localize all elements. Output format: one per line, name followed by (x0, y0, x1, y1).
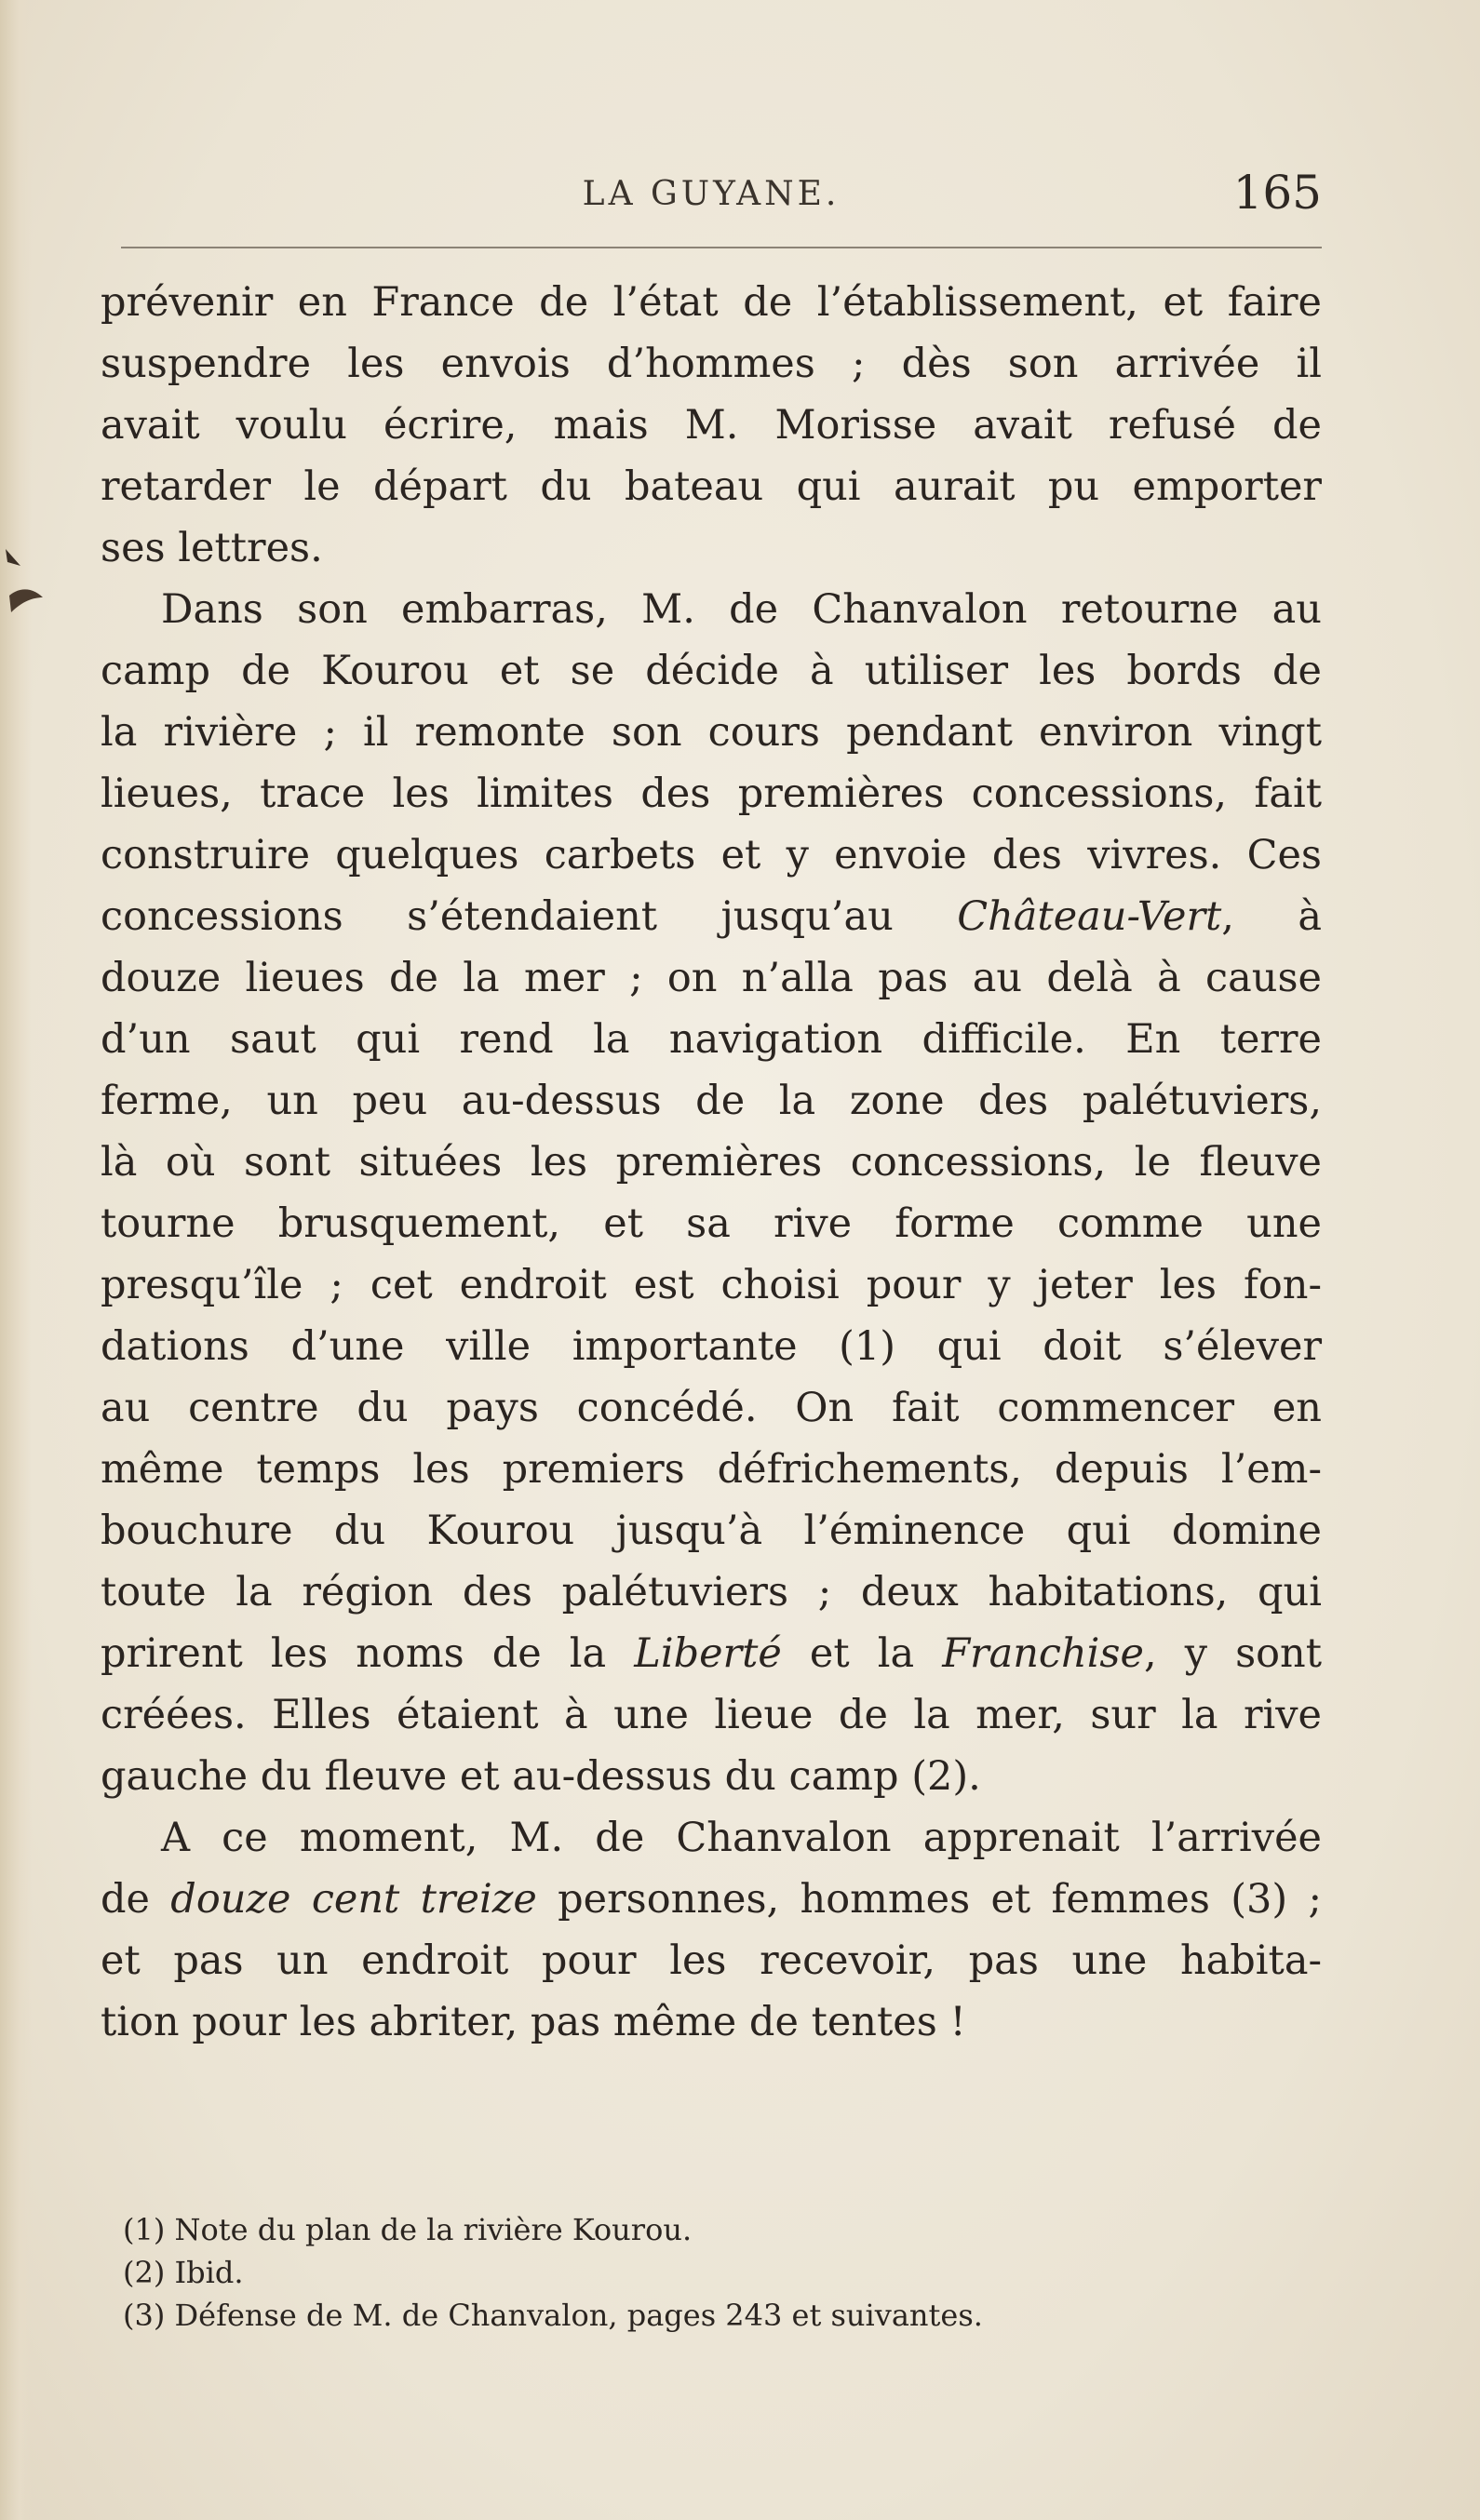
text-line (101, 1684, 1322, 1746)
text-line (101, 640, 1322, 702)
italic-text: Liberté (634, 1630, 782, 1677)
text-line (101, 1132, 1322, 1193)
italic-text: douze cent treize (170, 1876, 537, 1923)
text-line (101, 1746, 1322, 1807)
text-line (101, 1991, 1322, 2053)
text-line (101, 1869, 1322, 1930)
text-run: A ce moment, M. de Chanvalon apprenait l’arrivée (161, 1815, 1322, 1861)
text-run: de (101, 1876, 171, 1923)
text-line (101, 1377, 1322, 1439)
footnote-3: (3) Défense de M. de Chanvalon, pages 243 et suivantes. (123, 2298, 983, 2333)
italic-text: Franchise (942, 1630, 1144, 1677)
text-run: dations d’une ville importante (1) qui doit s’élever (101, 1323, 1322, 1370)
running-title: LA GUYANE. (582, 175, 841, 213)
text-run: d’un saut qui rend la navigation difficile. En terre (101, 1016, 1322, 1063)
text-run: presqu’île ; cet endroit est choisi pour y jeter les fon- (101, 1262, 1322, 1308)
margin-mark-icon (2, 540, 48, 623)
text-line (101, 333, 1322, 395)
text-line (101, 1562, 1322, 1623)
text-run: au centre du pays concédé. On fait commencer en (101, 1385, 1322, 1431)
footnote-1: (1) Note du plan de la rivière Kourou. (123, 2212, 693, 2247)
text-run: lieues, trace les limites des premières concessions, fait (101, 771, 1322, 817)
text-line (101, 517, 1322, 579)
text-run: et la (781, 1630, 943, 1677)
text-line (101, 886, 1322, 947)
text-line (101, 1316, 1322, 1377)
text-line (101, 1930, 1322, 1991)
text-run: et pas un endroit pour les recevoir, pas une habita- (101, 1937, 1322, 1984)
text-run: douze lieues de la mer ; on n’alla pas au delà à cause (101, 955, 1322, 1001)
text-line (101, 1254, 1322, 1316)
text-line (101, 763, 1322, 824)
page-header (101, 166, 1322, 221)
text-line (101, 1623, 1322, 1684)
text-line (101, 947, 1322, 1009)
text-run: camp de Kourou et se décide à utiliser les bords de (101, 648, 1322, 694)
text-run: suspendre les envois d’hommes ; dès son arrivée il (101, 341, 1322, 387)
header-rule (121, 247, 1322, 248)
text-run: avait voulu écrire, mais M. Morisse avait refusé de (101, 402, 1322, 449)
text-run: la rivière ; il remonte son cours pendant environ vingt (101, 709, 1322, 756)
body-text (101, 272, 1322, 2053)
text-line (101, 1500, 1322, 1562)
text-line (101, 579, 1322, 640)
page-number: 165 (1232, 166, 1322, 220)
text-run: , y sont (1143, 1630, 1322, 1677)
text-line (101, 395, 1322, 456)
text-line (101, 824, 1322, 886)
text-run: retarder le départ du bateau qui aurait pu emporter (101, 463, 1322, 510)
text-run: là où sont situées les premières concessions, le fleuve (101, 1139, 1322, 1186)
text-run: personnes, hommes et femmes (3) ; (536, 1876, 1322, 1923)
text-line (101, 456, 1322, 517)
text-run: ferme, un peu au-dessus de la zone des palétuviers, (101, 1078, 1322, 1124)
text-line (101, 1193, 1322, 1254)
text-run: même temps les premiers défrichements, depuis l’em- (101, 1446, 1322, 1493)
text-run: construire quelques carbets et y envoie des vivres. Ces (101, 832, 1322, 878)
text-line (101, 272, 1322, 333)
text-run: toute la région des palétuviers ; deux habitations, qui (101, 1569, 1322, 1615)
text-run: créées. Elles étaient à une lieue de la mer, sur la rive (101, 1692, 1322, 1738)
text-run: , à (1221, 893, 1322, 940)
text-line (101, 1009, 1322, 1070)
text-line (101, 702, 1322, 763)
text-line (101, 1070, 1322, 1132)
text-run: tion pour les abriter, pas même de tentes ! (101, 1999, 966, 2045)
text-line (101, 1439, 1322, 1500)
italic-text: Château-Vert (957, 893, 1222, 940)
text-run: ses lettres. (101, 525, 323, 571)
text-run: gauche du fleuve et au-dessus du camp (2). (101, 1753, 981, 1800)
text-run: prirent les noms de la (101, 1630, 635, 1677)
footnotes (123, 2208, 1324, 2337)
text-run: tourne brusquement, et sa rive forme comme une (101, 1200, 1322, 1247)
footnote-2: (2) Ibid. (123, 2255, 244, 2290)
text-run: bouchure du Kourou jusqu’à l’éminence qui domine (101, 1508, 1322, 1554)
text-run: Dans son embarras, M. de Chanvalon retourne au (161, 586, 1322, 633)
text-run: concessions s’étendaient jusqu’au (101, 893, 958, 940)
text-line (101, 1807, 1322, 1869)
page-spine-shadow (0, 0, 32, 2520)
text-run: prévenir en France de l’état de l’établissement, et faire (101, 279, 1322, 326)
